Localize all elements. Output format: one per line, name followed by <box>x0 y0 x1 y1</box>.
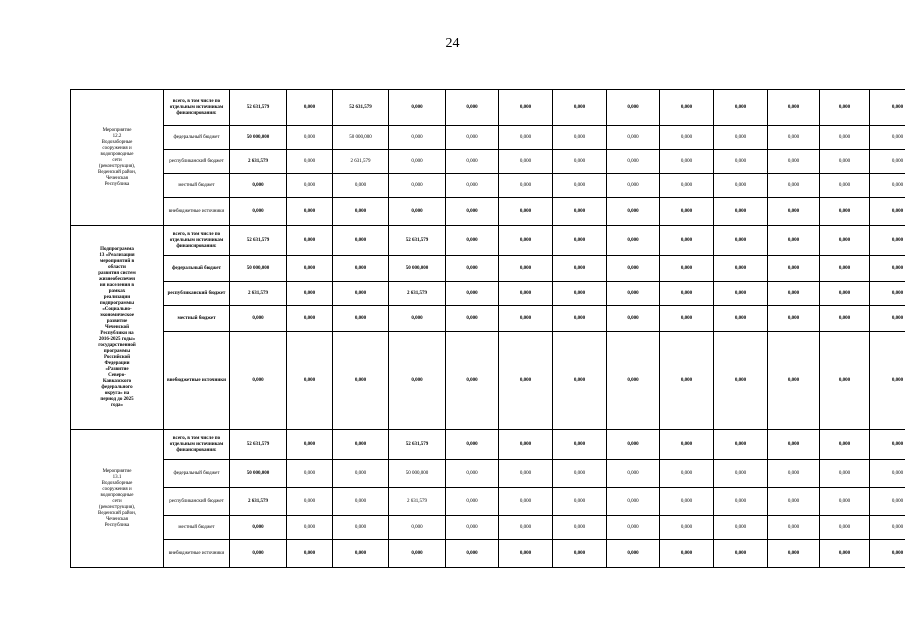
amount-cell: 0,000 <box>230 306 287 332</box>
activity-name-line: 13.1 <box>112 474 122 480</box>
activity-name-line: развитие <box>106 318 128 324</box>
amount-cell: 0,000 <box>660 150 714 174</box>
funding-source-cell: внебюджетные источники <box>164 198 230 226</box>
amount-cell: 52 631,579 <box>230 90 287 126</box>
table-row <box>71 460 905 488</box>
amount-cell: 0,000 <box>287 430 333 460</box>
amount-cell: 0,000 <box>768 126 820 150</box>
amount-cell: 0,000 <box>230 174 287 198</box>
activity-name-line: Водозаборные <box>101 480 133 486</box>
funding-source-cell: федеральный бюджет <box>164 126 230 150</box>
table-row <box>71 174 905 198</box>
activity-name-line: развития систем <box>98 270 136 276</box>
funding-source-cell: федеральный бюджет <box>164 256 230 282</box>
activity-name-cell <box>71 226 164 430</box>
amount-cell: 50 000,000 <box>333 126 389 150</box>
amount-cell: 0,000 <box>553 198 607 226</box>
amount-cell: 0,000 <box>287 332 333 430</box>
amount-cell: 0,000 <box>499 540 553 568</box>
amount-cell: 0,000 <box>446 306 499 332</box>
table-row <box>71 430 905 460</box>
table-row <box>71 150 905 174</box>
amount-cell: 0,000 <box>333 282 389 306</box>
activity-name-line: сооружения и <box>102 145 132 151</box>
amount-cell: 0,000 <box>333 488 389 516</box>
amount-cell: 0,000 <box>870 430 905 460</box>
activity-name-line: Республика <box>104 181 130 187</box>
activity-name-line: Мероприятие <box>102 127 132 133</box>
amount-cell: 0,000 <box>714 256 768 282</box>
amount-cell: 0,000 <box>499 516 553 540</box>
amount-cell: 0,000 <box>768 256 820 282</box>
activity-name-line: Чеченская <box>106 175 128 181</box>
amount-cell: 52 631,579 <box>230 226 287 256</box>
amount-cell: 0,000 <box>870 226 905 256</box>
activity-name-line: Мероприятие <box>102 468 132 474</box>
amount-cell: 0,000 <box>768 460 820 488</box>
amount-cell: 0,000 <box>446 516 499 540</box>
amount-cell: 0,000 <box>660 332 714 430</box>
amount-cell: 0,000 <box>607 150 660 174</box>
amount-cell: 0,000 <box>607 332 660 430</box>
amount-cell: 0,000 <box>714 150 768 174</box>
amount-cell: 0,000 <box>230 198 287 226</box>
activity-name-line: сети <box>112 157 122 163</box>
amount-cell: 0,000 <box>714 282 768 306</box>
activity-name-line: Республики на <box>100 330 134 336</box>
amount-cell: 0,000 <box>333 256 389 282</box>
amount-cell: 0,000 <box>660 226 714 256</box>
activity-name-line: (реконструкция), <box>98 504 136 510</box>
amount-cell: 0,000 <box>499 226 553 256</box>
amount-cell: 0,000 <box>714 516 768 540</box>
activity-name-line: «Социально- <box>102 306 132 312</box>
amount-cell: 0,000 <box>553 488 607 516</box>
amount-cell: 0,000 <box>287 282 333 306</box>
amount-cell: 0,000 <box>820 174 870 198</box>
amount-cell: 0,000 <box>287 226 333 256</box>
amount-cell: 0,000 <box>820 430 870 460</box>
amount-cell: 0,000 <box>607 174 660 198</box>
amount-cell: 0,000 <box>446 150 499 174</box>
amount-cell: 0,000 <box>333 332 389 430</box>
amount-cell: 0,000 <box>287 90 333 126</box>
amount-cell: 0,000 <box>499 488 553 516</box>
table-row <box>71 226 905 256</box>
table-row <box>71 488 905 516</box>
amount-cell: 0,000 <box>553 174 607 198</box>
amount-cell: 0,000 <box>714 460 768 488</box>
amount-cell: 0,000 <box>607 306 660 332</box>
amount-cell: 0,000 <box>553 516 607 540</box>
amount-cell: 0,000 <box>714 488 768 516</box>
funding-source-cell: внебюджетные источники <box>164 540 230 568</box>
activity-name-cell <box>71 90 164 226</box>
amount-cell: 0,000 <box>870 460 905 488</box>
activity-name-line: Кавказского <box>102 378 132 384</box>
amount-cell: 0,000 <box>553 332 607 430</box>
amount-cell: 0,000 <box>499 256 553 282</box>
amount-cell: 0,000 <box>820 332 870 430</box>
page-number: 24 <box>445 36 460 51</box>
table-row <box>71 126 905 150</box>
amount-cell: 0,000 <box>768 332 820 430</box>
amount-cell: 0,000 <box>333 540 389 568</box>
amount-cell: 0,000 <box>499 174 553 198</box>
activity-name-line: государственной <box>98 342 136 348</box>
activity-name-line: мероприятий в <box>99 258 135 264</box>
activity-name-line: Республика <box>104 522 130 528</box>
amount-cell: 0,000 <box>446 198 499 226</box>
amount-cell: 0,000 <box>287 126 333 150</box>
amount-cell: 0,000 <box>446 430 499 460</box>
amount-cell: 0,000 <box>230 332 287 430</box>
amount-cell: 0,000 <box>499 430 553 460</box>
amount-cell: 0,000 <box>499 306 553 332</box>
amount-cell: 52 631,579 <box>333 90 389 126</box>
amount-cell: 0,000 <box>230 540 287 568</box>
amount-cell: 0,000 <box>287 306 333 332</box>
amount-cell: 0,000 <box>553 282 607 306</box>
activity-name-line: водопроводные <box>100 492 134 498</box>
amount-cell: 0,000 <box>714 306 768 332</box>
activity-name-line: Чеченской <box>104 324 130 330</box>
amount-cell: 0,000 <box>446 460 499 488</box>
amount-cell: 0,000 <box>870 282 905 306</box>
amount-cell: 0,000 <box>870 540 905 568</box>
amount-cell: 0,000 <box>607 460 660 488</box>
amount-cell: 0,000 <box>389 516 446 540</box>
amount-cell: 0,000 <box>333 306 389 332</box>
amount-cell: 0,000 <box>660 282 714 306</box>
amount-cell: 0,000 <box>553 460 607 488</box>
amount-cell: 0,000 <box>607 90 660 126</box>
amount-cell: 0,000 <box>660 198 714 226</box>
amount-cell: 0,000 <box>660 174 714 198</box>
amount-cell: 2 631,579 <box>333 150 389 174</box>
amount-cell: 0,000 <box>333 460 389 488</box>
amount-cell: 52 631,579 <box>230 430 287 460</box>
activity-name-line: жизнеобеспечен <box>99 276 135 282</box>
amount-cell: 0,000 <box>714 226 768 256</box>
amount-cell: 0,000 <box>870 516 905 540</box>
activity-name-line: 12.2 <box>112 133 122 139</box>
amount-cell: 0,000 <box>607 430 660 460</box>
table-row <box>71 306 905 332</box>
amount-cell: 0,000 <box>820 282 870 306</box>
amount-cell: 2 631,579 <box>230 488 287 516</box>
funding-source-cell: местный бюджет <box>164 516 230 540</box>
table-row <box>71 256 905 282</box>
activity-name-line: 13 «Реализация <box>99 252 135 258</box>
amount-cell: 0,000 <box>714 198 768 226</box>
activity-name-line: водопроводные <box>100 151 134 157</box>
amount-cell: 0,000 <box>287 540 333 568</box>
amount-cell: 50 000,000 <box>230 460 287 488</box>
amount-cell: 0,000 <box>553 256 607 282</box>
amount-cell: 0,000 <box>446 174 499 198</box>
activity-name-line: «Развитие <box>105 366 129 372</box>
amount-cell: 0,000 <box>870 198 905 226</box>
activity-name-line: Чеченская <box>106 516 128 522</box>
amount-cell: 0,000 <box>499 332 553 430</box>
amount-cell: 0,000 <box>660 90 714 126</box>
amount-cell: 50 000,000 <box>389 256 446 282</box>
amount-cell: 0,000 <box>607 198 660 226</box>
amount-cell: 0,000 <box>820 460 870 488</box>
amount-cell: 0,000 <box>333 516 389 540</box>
amount-cell: 50 000,000 <box>230 126 287 150</box>
funding-source-cell: всего, в том числе по отдельным источникам финансирования: <box>164 430 230 460</box>
amount-cell: 0,000 <box>446 256 499 282</box>
table-row <box>71 90 905 126</box>
activity-name-line: реализации <box>103 294 131 300</box>
amount-cell: 0,000 <box>820 126 870 150</box>
budget-table <box>70 89 905 568</box>
activity-name-line: программы <box>103 348 131 354</box>
amount-cell: 0,000 <box>768 488 820 516</box>
activity-name-line: 2016-2025 годы» <box>98 336 136 342</box>
amount-cell: 0,000 <box>820 516 870 540</box>
activity-name-line: Российской <box>103 354 131 360</box>
amount-cell: 0,000 <box>553 226 607 256</box>
amount-cell: 0,000 <box>870 332 905 430</box>
amount-cell: 0,000 <box>820 306 870 332</box>
amount-cell: 0,000 <box>870 174 905 198</box>
amount-cell: 0,000 <box>820 256 870 282</box>
amount-cell: 52 631,579 <box>389 430 446 460</box>
activity-name-line: Водозаборные <box>101 139 133 145</box>
activity-name-line: округа» на <box>104 390 130 396</box>
amount-cell: 0,000 <box>607 282 660 306</box>
amount-cell: 0,000 <box>446 126 499 150</box>
amount-cell: 0,000 <box>333 430 389 460</box>
amount-cell: 0,000 <box>768 174 820 198</box>
amount-cell: 0,000 <box>660 430 714 460</box>
table-row <box>71 332 905 430</box>
activity-name-line: ия населения в <box>99 282 135 288</box>
amount-cell: 0,000 <box>389 90 446 126</box>
table-row <box>71 282 905 306</box>
amount-cell: 2 631,579 <box>389 282 446 306</box>
amount-cell: 0,000 <box>714 332 768 430</box>
amount-cell: 0,000 <box>768 306 820 332</box>
activity-name-line: Веденский район, <box>98 169 136 175</box>
amount-cell: 0,000 <box>714 126 768 150</box>
amount-cell: 0,000 <box>820 488 870 516</box>
amount-cell: 0,000 <box>499 126 553 150</box>
amount-cell: 0,000 <box>768 90 820 126</box>
amount-cell: 0,000 <box>389 306 446 332</box>
amount-cell: 0,000 <box>660 126 714 150</box>
amount-cell: 0,000 <box>870 256 905 282</box>
amount-cell: 0,000 <box>607 488 660 516</box>
amount-cell: 0,000 <box>499 90 553 126</box>
amount-cell: 0,000 <box>553 540 607 568</box>
table-row <box>71 516 905 540</box>
amount-cell: 0,000 <box>607 540 660 568</box>
amount-cell: 0,000 <box>820 150 870 174</box>
amount-cell: 0,000 <box>446 332 499 430</box>
funding-source-cell: республиканский бюджет <box>164 488 230 516</box>
amount-cell: 0,000 <box>287 150 333 174</box>
amount-cell: 0,000 <box>333 174 389 198</box>
amount-cell: 0,000 <box>499 460 553 488</box>
amount-cell: 0,000 <box>660 306 714 332</box>
amount-cell: 0,000 <box>714 540 768 568</box>
activity-name-line: сооружения и <box>102 486 132 492</box>
amount-cell: 0,000 <box>446 540 499 568</box>
activity-name-line: Федерации <box>104 360 130 366</box>
table-row <box>71 198 905 226</box>
amount-cell: 0,000 <box>446 282 499 306</box>
amount-cell: 0,000 <box>870 306 905 332</box>
amount-cell: 0,000 <box>553 150 607 174</box>
activity-name-line: рамках <box>108 288 126 294</box>
amount-cell: 0,000 <box>389 126 446 150</box>
amount-cell: 0,000 <box>230 516 287 540</box>
amount-cell: 0,000 <box>553 126 607 150</box>
amount-cell: 0,000 <box>714 174 768 198</box>
amount-cell: 0,000 <box>660 488 714 516</box>
amount-cell: 0,000 <box>820 198 870 226</box>
amount-cell: 0,000 <box>768 282 820 306</box>
amount-cell: 0,000 <box>333 198 389 226</box>
amount-cell: 0,000 <box>287 174 333 198</box>
amount-cell: 0,000 <box>870 126 905 150</box>
amount-cell: 0,000 <box>389 540 446 568</box>
amount-cell: 50 000,000 <box>230 256 287 282</box>
amount-cell: 0,000 <box>389 150 446 174</box>
activity-name-line: Северо- <box>108 372 126 378</box>
amount-cell: 0,000 <box>499 198 553 226</box>
activity-name-line: федерального <box>101 384 133 390</box>
amount-cell: 0,000 <box>287 516 333 540</box>
amount-cell: 0,000 <box>660 256 714 282</box>
amount-cell: 0,000 <box>768 198 820 226</box>
funding-source-cell: республиканский бюджет <box>164 150 230 174</box>
amount-cell: 2 631,579 <box>389 488 446 516</box>
activity-name-line: года» <box>110 402 124 408</box>
amount-cell: 0,000 <box>553 90 607 126</box>
amount-cell: 0,000 <box>499 282 553 306</box>
amount-cell: 0,000 <box>389 198 446 226</box>
amount-cell: 0,000 <box>768 516 820 540</box>
amount-cell: 0,000 <box>287 256 333 282</box>
amount-cell: 0,000 <box>333 226 389 256</box>
amount-cell: 2 631,579 <box>230 282 287 306</box>
amount-cell: 0,000 <box>768 430 820 460</box>
funding-source-cell: всего, в том числе по отдельным источникам финансирования: <box>164 226 230 256</box>
amount-cell: 0,000 <box>607 256 660 282</box>
activity-name-line: области <box>108 264 126 270</box>
amount-cell: 0,000 <box>607 516 660 540</box>
amount-cell: 0,000 <box>553 306 607 332</box>
amount-cell: 0,000 <box>660 540 714 568</box>
activity-name-line: сети <box>112 498 122 504</box>
amount-cell: 0,000 <box>820 540 870 568</box>
funding-source-cell: федеральный бюджет <box>164 460 230 488</box>
amount-cell: 0,000 <box>870 150 905 174</box>
amount-cell: 0,000 <box>660 516 714 540</box>
amount-cell: 0,000 <box>870 90 905 126</box>
amount-cell: 0,000 <box>660 460 714 488</box>
funding-source-cell: республиканский бюджет <box>164 282 230 306</box>
amount-cell: 52 631,579 <box>389 226 446 256</box>
funding-source-cell: местный бюджет <box>164 174 230 198</box>
amount-cell: 0,000 <box>287 460 333 488</box>
amount-cell: 0,000 <box>714 430 768 460</box>
amount-cell: 0,000 <box>287 198 333 226</box>
amount-cell: 0,000 <box>870 488 905 516</box>
funding-source-cell: местный бюджет <box>164 306 230 332</box>
activity-name-line: Веденский район, <box>98 510 136 516</box>
amount-cell: 0,000 <box>499 150 553 174</box>
amount-cell: 0,000 <box>446 488 499 516</box>
amount-cell: 0,000 <box>389 174 446 198</box>
amount-cell: 0,000 <box>553 430 607 460</box>
activity-name-line: (реконструкция), <box>98 163 136 169</box>
funding-source-cell: всего, в том числе по отдельным источникам финансирования: <box>164 90 230 126</box>
activity-name-cell <box>71 430 164 568</box>
amount-cell: 0,000 <box>607 126 660 150</box>
amount-cell: 0,000 <box>768 540 820 568</box>
amount-cell: 2 631,579 <box>230 150 287 174</box>
amount-cell: 0,000 <box>820 226 870 256</box>
activity-name-line: подпрограммы <box>99 300 135 306</box>
amount-cell: 0,000 <box>389 332 446 430</box>
amount-cell: 0,000 <box>446 226 499 256</box>
activity-name-line: экономическое <box>100 312 134 318</box>
amount-cell: 0,000 <box>768 226 820 256</box>
activity-name-line: Подпрограмма <box>100 246 134 252</box>
amount-cell: 0,000 <box>607 226 660 256</box>
amount-cell: 0,000 <box>714 90 768 126</box>
amount-cell: 0,000 <box>446 90 499 126</box>
amount-cell: 0,000 <box>287 488 333 516</box>
amount-cell: 50 000,000 <box>389 460 446 488</box>
amount-cell: 0,000 <box>820 90 870 126</box>
amount-cell: 0,000 <box>768 150 820 174</box>
activity-name-line: период до 2025 <box>100 396 134 402</box>
table-row <box>71 540 905 568</box>
funding-source-cell: внебюджетные источники <box>164 332 230 430</box>
